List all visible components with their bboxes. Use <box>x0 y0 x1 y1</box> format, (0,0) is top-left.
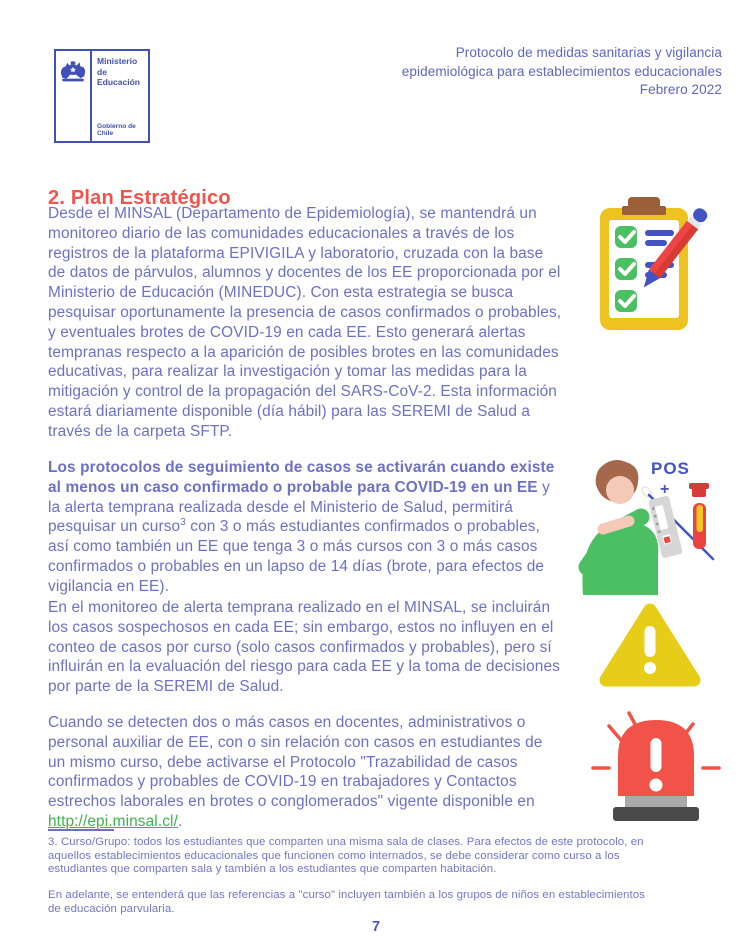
paragraph-text: . <box>177 812 183 830</box>
header-date: Febrero 2022 <box>639 82 722 97</box>
mineduc-logo <box>54 49 150 143</box>
epi-minsal-link[interactable]: http://epi.minsal.cl/ <box>48 812 178 830</box>
footnote-parvularia: En adelante, se entenderá que las referencias a "curso" incluyen también a los grupos de niños en establecimientos de educación parvularia. <box>48 889 645 915</box>
footnote-curso-grupo: 3. Curso/Grupo: todos los estudiantes que comparten una misma sala de clases. Para efectos de este protocolo, en aquellos establecimientos educacionales que funcionen como internados, se debe considerar como curso a los estudiantes que comparten sala y también a los estudiantes que comparten habitación. <box>48 836 644 876</box>
plus-label: + <box>660 481 670 498</box>
paragraph-protocol-activation <box>48 458 564 597</box>
logo-emblem-panel <box>56 51 92 141</box>
paragraph-text: con 3 o más estudiantes confirmados o probables, así como también un EE que tenga 3 o más cursos con 3 o más casos confirmados o probables en un lapso de 14 días (brote, para efectos de vigilancia en EE). <box>48 518 545 595</box>
paragraph-staff-cases <box>48 713 564 832</box>
paragraph-bold-lead: Los protocolos de seguimiento de casos se activarán cuando existe al menos un caso confirmado o probable para COVID-19 en un EE <box>48 459 555 496</box>
paragraph-text: y la alerta temprana realizada desde el Ministerio de Salud, permitirá pesquisar un curso <box>48 478 550 536</box>
sneeze-covid-test-icon <box>577 455 725 595</box>
section-heading: 2. Plan Estratégico <box>48 186 231 209</box>
logo-text-panel <box>92 51 148 141</box>
chile-coat-of-arms-icon <box>59 57 87 89</box>
page-number: 7 <box>371 919 381 935</box>
footnote-divider <box>48 829 114 831</box>
emergency-siren-icon <box>585 708 727 828</box>
logo-government-label: Gobierno de Chile <box>97 123 136 137</box>
checklist-clipboard-icon <box>594 194 712 336</box>
paragraph-suspect-cases: En el monitoreo de alerta temprana realizado en el MINSAL, se incluirán los casos sospechosos en cada EE; sin embargo, estos no influyen en el conteo de casos por curso (solo casos confirmados y probables), pero sí influirán en la evaluación del riesgo para cada EE y la toma de decisiones por parte de la SEREMI de Salud. <box>48 599 560 696</box>
footnote-ref-3: 3 <box>180 517 186 529</box>
paragraph-text: Cuando se detecten dos o más casos en docentes, administrativos o personal auxiliar de EE, con o sin relación con casos en estudiantes de un mismo curso, debe activarse el Protocolo "Trazabilidad de casos confirmados y probables de COVID-19 en trabajadores y Contactos estrechos laborales en brotes o conglomerados" vigente disponible en <box>48 714 543 811</box>
header-title-line2: epidemiológica para establecimientos educacionales <box>401 63 722 79</box>
header-title-line1: Protocolo de medidas sanitarias y vigilancia <box>455 45 722 60</box>
logo-ministry-label: Ministerio de Educación <box>97 56 140 88</box>
warning-triangle-icon <box>598 600 702 690</box>
document-header <box>402 44 722 100</box>
pos-label: POS <box>651 459 690 478</box>
paragraph-monitoring: Desde el MINSAL (Departamento de Epidemiología), se mantendrá un monitoreo diario de las comunidades educacionales a través de los registros de la plataforma EPIVIGILA y laboratorio, cruzada con la base de datos de párvulos, alumnos y docentes de los EE proporcionada por el Ministerio de Educación (MINEDUC). Con esta estrategia se busca pesquisar oportunamente la presencia de casos confirmados o probables, y eventuales brotes de COVID-19 en cada EE. Esto generará alertas tempranas respecto a la aparición de posibles brotes en las comunidades educativas, para realizar la investigación y tomar las medidas para la mitigación y control de la propagación del SARS-CoV-2. Esta información estará diariamente disponible (día hábil) para las SEREMI de Salud a través de la carpeta SFTP. <box>48 205 562 440</box>
